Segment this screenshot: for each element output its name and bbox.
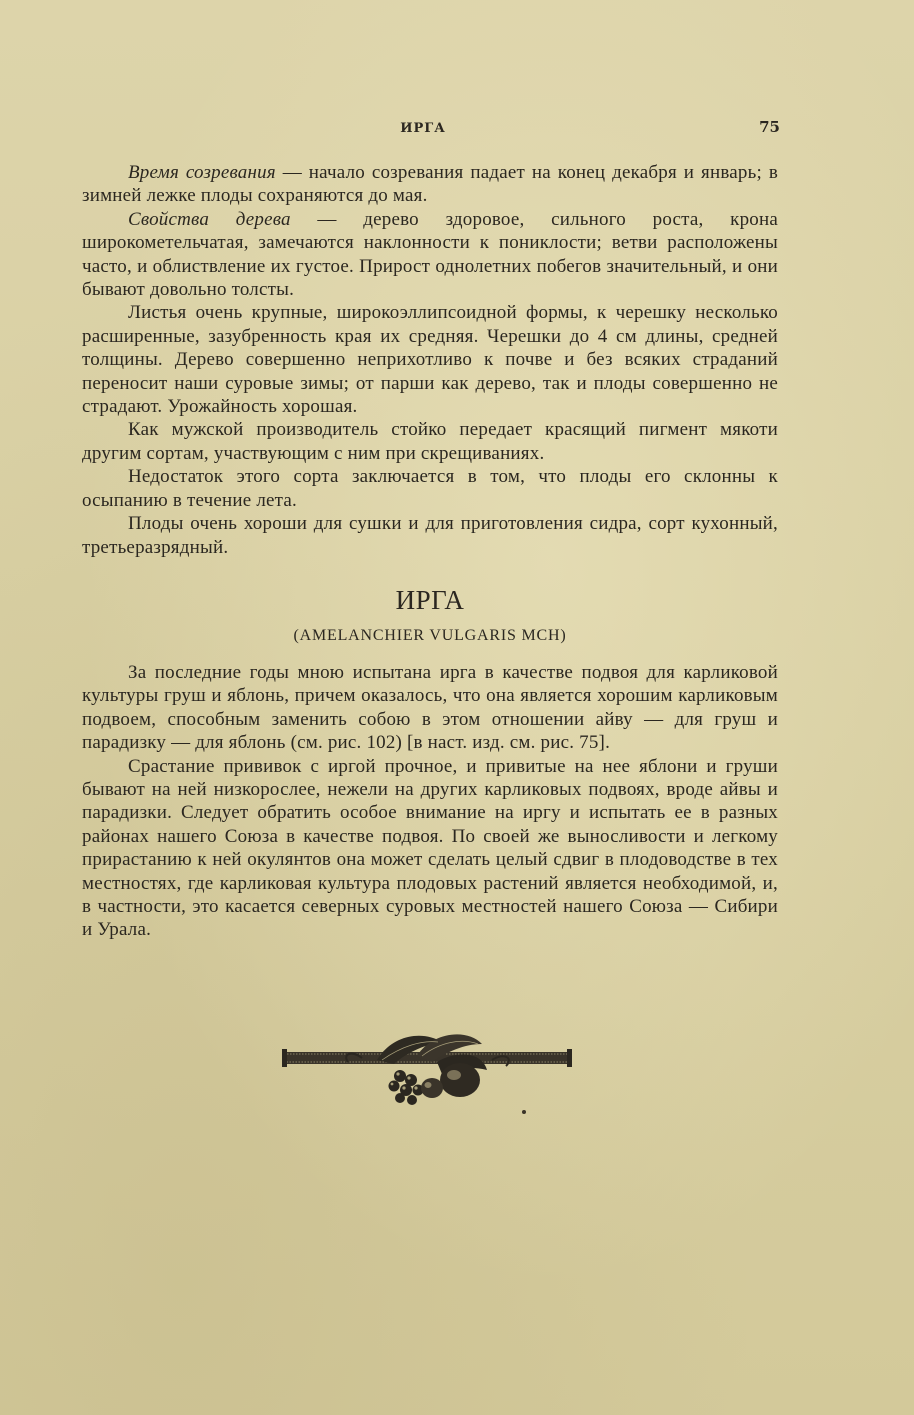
paragraph-text: Плоды очень хороши для сушки и для приготовления сидра, сорт кухонный, третьеразрядный. [82,513,778,558]
paragraph [82,301,778,418]
paragraph [82,161,778,208]
paragraph-text: — начало созревания падает на конец декабря и январь; в зимней лежке плоды сохраняются до мая. [82,162,778,207]
paragraph-lead: Время созревания [128,162,276,183]
paragraph: За последние годы мною испытана ирга в качестве подвоя для карликовой культуры груш и яблонь, причем оказалось, что она является хорошим карликовым подвоем, способным заменить собою в этом отношении айву — для груш и парадизку — для яблонь (см. рис. 102) [в наст. изд. см. рис. 75]. [82,662,778,754]
paragraph [82,465,778,512]
section-subtitle: (AMELANCHIER VULGARIS MCH) [293,627,567,644]
paragraph-text: Листья очень крупные, широкоэллипсоидной формы, к черешку несколько расширенные, зазубренность края их средняя. Черешки до 4 см длины, средней толщины. Дерево совершенно неприхотливо к почве и без всяких страданий переносит наши суровые зимы; от парши как дерево, так и плоды совершенно не страдают. Урожайность хорошая. [82,302,778,418]
ink-speck [522,1110,526,1114]
section-title: ИРГА [395,585,465,615]
fruit-vignette-ornament-icon [282,1030,572,1110]
bottom-text-block [82,661,778,942]
paragraph: Срастание прививок с иргой прочное, и привитые на нее яблони и груши бывают на ней низкорослее, нежели на других карликовых подвоях, вроде айвы и парадизки. Следует обратить особое внимание на иргу и испытать ее в разных районах нашего Союза в качестве подвоя. По своей же выносливости и легкому прирастанию к ней окулянтов она может сделать целый сдвиг в плодоводстве в тех местностях, где карликовая культура плодовых растений является необходимой, и, в частности, это касается северных суровых местностей нашего Союза — Сибири и Урала. [82,755,778,941]
top-text-block [82,161,778,559]
paragraph-text: Как мужской производитель стойко передает красящий пигмент мякоти другим сортам, участвующим с ним при скрещиваниях. [82,419,778,464]
paragraph-text: Недостаток этого сорта заключается в том, что плоды его склонны к осыпанию в течение лета. [82,466,778,511]
page-number: 75 [759,118,780,136]
running-head: ИРГА [400,121,446,136]
paragraph [82,418,778,465]
paragraph [82,208,778,302]
paragraph [82,512,778,559]
paragraph-text: — дерево здоровое, сильного роста, крона широкометельчатая, замечаются наклонности к пониклости; ветви расположены часто, и облиствление их густое. Прирост однолетних побегов значительный, и они бывают довольно толсты. [82,208,778,301]
paragraph-lead: Свойства дерева [128,208,291,230]
